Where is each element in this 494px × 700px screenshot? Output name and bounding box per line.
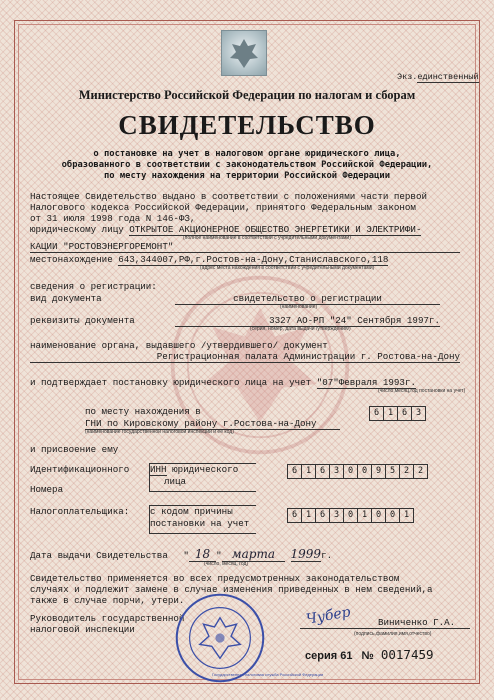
head-label-line-2: налоговой инспекции xyxy=(30,624,135,635)
certificate-subtitle xyxy=(0,149,494,182)
kpp-digit: 3 xyxy=(330,509,344,522)
eagle-icon xyxy=(222,31,266,75)
kpp-digit: 6 xyxy=(316,509,330,522)
location-value: 643,344007,РФ,г.Ростов-на-Дону,Станиславского,118 xyxy=(118,254,389,265)
seal-inscription: Государственная налоговая служба Российской Федерации xyxy=(212,672,324,677)
intro-line-2: Налогового кодекса Российской Федерации, принятого Федеральным законом xyxy=(30,202,416,213)
inn-digit: 9 xyxy=(372,465,386,478)
confirmation-day: 07 xyxy=(322,377,334,388)
inn-digit: 6 xyxy=(316,465,330,478)
document-details-caption: (серия, номер, дата выдачи /утверждения/) xyxy=(250,326,351,332)
kpp-digit: 1 xyxy=(358,509,372,522)
confirmation-line: и подтверждает постановку юридического лица на учет "07"Февраля 1993г. xyxy=(30,377,416,388)
issue-year-suffix: г. xyxy=(321,550,333,561)
signature: Чубер xyxy=(304,604,352,628)
official-seal-icon xyxy=(174,592,266,684)
tax-office-name: ГНИ по Кировскому району г.Ростова-на-Дону xyxy=(85,418,340,430)
document-details-value: 3327 АО-РП "24" Сентября 1997г. xyxy=(175,315,440,327)
inn-digit: 2 xyxy=(400,465,414,478)
validity-line-3: также в случае порчи, утери. xyxy=(30,595,185,606)
inn-digit: 1 xyxy=(302,465,316,478)
certificate-number: 0017459 xyxy=(380,647,434,662)
assign-label: и присвоение ему xyxy=(30,444,119,455)
certificate-title: СВИДЕТЕЛЬСТВО xyxy=(118,110,376,140)
kpp-label-line-2: постановки на учет xyxy=(150,518,250,529)
copy-label: Экз. xyxy=(397,72,418,82)
inn-digit: 2 xyxy=(417,466,424,476)
tax-office-code-boxes xyxy=(369,406,426,421)
validity-line-2: случаях и подлежит замене в случае изменения приведенных в нем сведений,а xyxy=(30,584,433,595)
inn-digit: 0 xyxy=(344,465,358,478)
signature-underline xyxy=(300,628,470,629)
confirmation-month: Февраля xyxy=(338,377,378,388)
code-digit: 6 xyxy=(370,407,384,420)
registration-info-label: сведения о регистрации: xyxy=(30,281,157,292)
location-label: местонахождение xyxy=(30,254,113,265)
issue-date-label: Дата выдачи Свидетельства xyxy=(30,550,168,561)
head-label-line-1: Руководитель государственной xyxy=(30,613,185,624)
subtitle-line-3: по месту нахождения на территории Российской Федерации xyxy=(104,171,390,181)
head-label xyxy=(30,613,184,635)
document-type-label: вид документа xyxy=(30,293,102,304)
inn-digit: 5 xyxy=(386,465,400,478)
taxpayer-label: Налогоплательщика: xyxy=(30,506,130,517)
head-name: Виниченко Г.А. xyxy=(378,617,456,628)
series-value: 61 xyxy=(340,650,353,662)
kpp-digit: 1 xyxy=(302,509,316,522)
inn-digit: 3 xyxy=(330,465,344,478)
issue-year: 1999 xyxy=(290,547,322,561)
inn-digit-boxes xyxy=(287,464,428,479)
code-digit: 3 xyxy=(415,408,422,418)
kpp-digit: 0 xyxy=(344,509,358,522)
kpp-digit-boxes xyxy=(287,508,414,523)
kpp-digit: 1 xyxy=(403,510,410,520)
entity-name-part-2: КАЦИИ "РОСТОВЭНЕРГОРЕМОНТ" xyxy=(30,241,460,253)
issue-date-line: Дата выдачи Свидетельства " 18 " марта 1999г. xyxy=(30,547,333,561)
code-digit: 6 xyxy=(398,407,412,420)
entity-name-part-1: ОТКРЫТОЕ АКЦИОНЕРНОЕ ОБЩЕСТВО ЭНЕРГЕТИКИ И ЭЛЕКТРИФИ- xyxy=(129,224,422,235)
confirmation-year: 1993г. xyxy=(382,377,416,388)
copy-line xyxy=(397,72,479,82)
kpp-label-bracket xyxy=(149,505,256,534)
document-type-caption: (наименование) xyxy=(280,304,318,310)
hologram-emblem xyxy=(221,30,267,76)
document-details-label: реквизиты документа xyxy=(30,315,135,326)
at-location-label: по месту нахождения в xyxy=(85,406,201,417)
issue-day: 18 xyxy=(189,547,216,562)
kpp-digit: 6 xyxy=(288,509,302,522)
id-label-line-2: Номера xyxy=(30,484,64,495)
intro-line-3: от 31 июля 1998 года N 146-ФЗ, xyxy=(30,213,196,224)
inn-digit: 0 xyxy=(358,465,372,478)
entity-caption: (полное наименование в соответствии с учредительными документами) xyxy=(183,235,351,241)
tax-office-caption: (наименование государственной налоговой инспекции и ее код) xyxy=(85,429,234,435)
ministry-heading: Министерство Российской Федерации по налогам и сборам xyxy=(78,88,416,102)
location-caption: (адрес места нахождения в соответствии с учредительными документами) xyxy=(200,265,375,271)
copy-value: единственный xyxy=(417,72,479,82)
entity-line-1 xyxy=(30,224,421,235)
confirmation-caption: (число,месяц,год постановки на учет) xyxy=(378,388,466,394)
inn-label-bracket xyxy=(149,463,256,492)
id-label-line-1: Идентификационного xyxy=(30,464,130,475)
issue-date-caption: (число, месяц, год) xyxy=(204,561,249,567)
intro-paragraph xyxy=(30,191,427,224)
validity-line-1: Свидетельство применяется во всех предусмотренных законодательством xyxy=(30,573,400,584)
inn-prefix: ИНН xyxy=(150,464,167,475)
issue-month: марта xyxy=(222,547,285,562)
series-line xyxy=(305,647,434,662)
subtitle-line-1: о постановке на учет в налоговом органе юридического лица, xyxy=(93,149,401,159)
location-line xyxy=(30,254,388,265)
issuer-label: наименование органа, выдавшего /утвердившего/ документ xyxy=(30,340,328,351)
inn-label-line-1: юридического xyxy=(172,464,239,475)
kpp-digit: 0 xyxy=(386,509,400,522)
series-label: серия xyxy=(305,650,338,662)
code-digit: 1 xyxy=(384,407,398,420)
document-type-value: свидетельство о регистрации xyxy=(175,293,440,305)
subtitle-line-2: образованного в соответствии с законодательством Российской Федерации, xyxy=(61,160,433,170)
issuer-value: Регистрационная палата Администрации г. Ростова-на-Дону xyxy=(30,351,460,363)
confirmation-text: и подтверждает постановку юридического лица на учет xyxy=(30,377,312,388)
number-sign: № xyxy=(361,650,374,662)
inn-label-line-2: лица xyxy=(164,476,187,487)
inn-digit: 6 xyxy=(288,465,302,478)
kpp-digit: 0 xyxy=(372,509,386,522)
intro-line-1: Настоящее Свидетельство выдано в соответствии с положениями части первой xyxy=(30,191,427,202)
kpp-label-line-1: с кодом причины xyxy=(150,506,233,517)
head-caption: (подпись,фамилия,имя,отчество) xyxy=(354,631,432,637)
entity-label: юридическому лицу xyxy=(30,224,124,235)
